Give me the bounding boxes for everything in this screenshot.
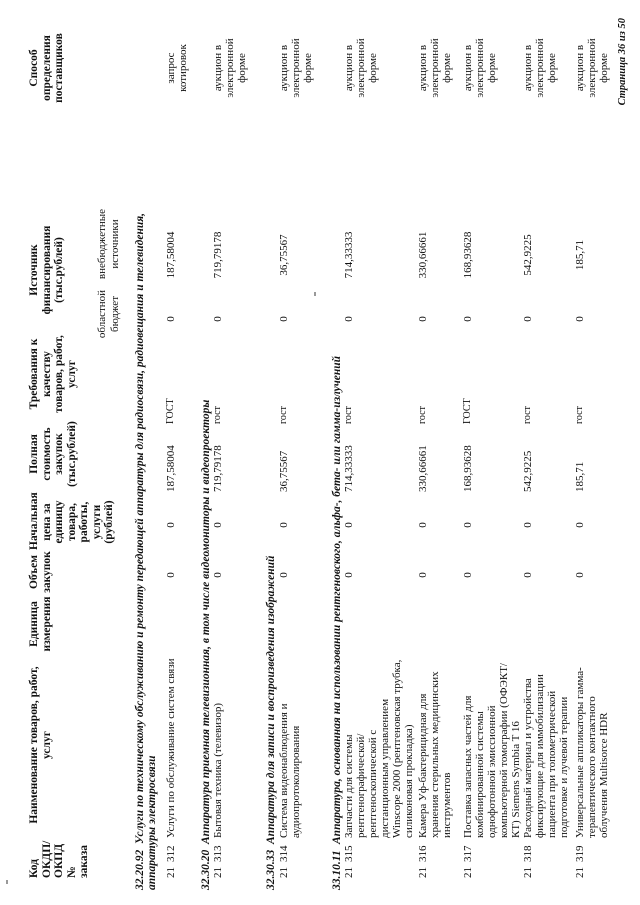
- section-title: 32.30.33Аппаратура для записи и воспроизведения изображений: [265, 555, 277, 890]
- header-method: Способ определения поставщиков: [28, 33, 65, 103]
- header-requirements: Требования к качеству товаров, работ, услуг: [28, 335, 78, 413]
- procurement-plan-sheet: Код ОКДП/ ОКПД № заказа Наименование товаров, работ, услуг Единица измерения Объем закупок Начальная цена за единицу товара, работы, услуги (рублей) Полная стоимость закупок (тыс.рублей) Требования к качеству товаров, работ, услуг Источник финансирования (тыс.рублей) областной бюджет внебюджетные источники Способ определения поставщиков 32.20.92Услуги по техническому обслуживанию и ремонту передающей аппаратуры для радиосвязи, радиовещания и телевидения, аппаратуры электросвязи 21 312 Услуги по обслуживание систем связи 0 0 187,58004 ГОСТ 0 187,58004 запрос котировок 32.30.20Аппаратура приемная телевизионная, в том числе видеомониторы и видеопроекторы 21 313 Бытовая техника (телевизор) 0 0 719,79178 гост 0 719,79178 аукцион в электронной форме 32.30.33Аппаратура для записи и воспроизведения изображений 21 314 Система видеонаблюдения и аудиопротоколирования 0 0 36,75567 гост 0 36,75567 аукцион в электронной форме 33.10.11Аппаратура, основанная на использовании рентгеновского, альфа-, бета- или гамма-излучений 21 315 Запчасти для системы рентгенографической/рентгеноскопической с дистанционным управлением Winscope 2000 (рентгеновская трубка, силиконовая прокладка) 0 0 714,33333 гост 0 714,33333 аукцион в электронной форме 21 316 Камера Уф-бактерицидная для хранения стерильных медицинских инструментов 0 0 330,66661 гост 0 330,66661 аукцион в электронной форме 21 317 Поставка запасных частей для комбинированной системы однофотонной эмиссионной компьютерной томографии (ОФЭКТ/КТ) Siemens Symbia T 16 0 0 168,93628 ГОСТ 0 168,93628 аукцион в электронной форме 21 318 Расходный материал и устройства фиксирующие для иммобилизации пациента при топометрической подготовке и лучевой терапии 0 0 542,9225 гост 0 542,9225 аукцион в электронной форме 21 319 Универсальные аппликаторы гамма-терапевтического контактного облучения Multisorce HDR 0 0 185,71 гост 0 185,71 аукцион в электронной форме Страница 36 из 50: [28, 18, 628, 890]
- header-price: Начальная цена за единицу товара, работы, услуги (рублей): [28, 492, 115, 550]
- header-source-extra: внебюджетные источники: [96, 208, 121, 280]
- header-source: Источник финансирования (тыс.рублей): [28, 225, 65, 315]
- section-title: 32.30.20Аппаратура приемная телевизионная, в том числе видеомониторы и видеопроекторы: [200, 399, 212, 890]
- header-source-regional: областной бюджет: [96, 289, 121, 339]
- scan-mark: [314, 292, 316, 296]
- header-qty: Объем закупок: [28, 551, 53, 593]
- header-code: Код ОКДП/ ОКПД № заказа: [28, 840, 90, 878]
- header-total: Полная стоимость закупок (тыс.рублей): [28, 421, 78, 487]
- header-unit: Единица измерения: [28, 596, 53, 652]
- section-title: 33.10.11Аппаратура, основанная на использовании рентгеновского, альфа-, бета- или гамма-излучений: [331, 355, 343, 890]
- scan-mark: [6, 880, 8, 884]
- page-number: Страница 36 из 50: [617, 18, 628, 106]
- section-title: 32.20.92Услуги по техническому обслуживанию и ремонту передающей аппаратуры для радиосвязи, радиовещания и телевидения, аппаратуры электросвязи: [134, 212, 158, 890]
- header-name: Наименование товаров, работ, услуг: [28, 666, 53, 824]
